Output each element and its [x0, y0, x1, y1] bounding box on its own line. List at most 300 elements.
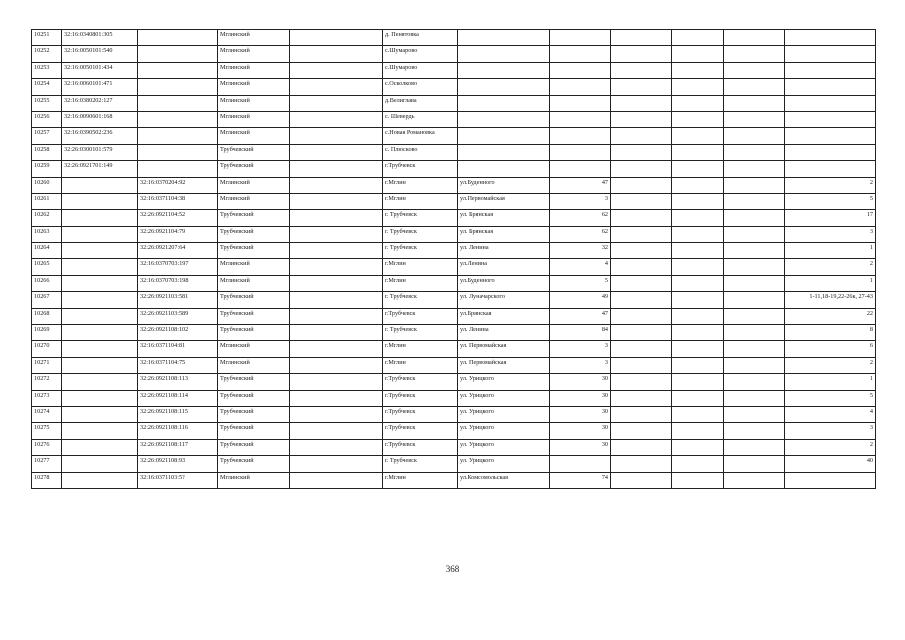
locality-cell: с.Осколково [383, 79, 458, 95]
locality-cell: г.Трубчевск [383, 423, 458, 439]
row-number-cell: 10277 [32, 456, 62, 472]
letter-cell [724, 193, 785, 209]
table-row [32, 406, 876, 422]
letter-cell [724, 62, 785, 78]
house-number-cell: 30 [550, 406, 611, 422]
building-number-cell [611, 423, 672, 439]
settlement-type-cell [290, 341, 383, 357]
locality-cell: г.Мглин [383, 341, 458, 357]
house-number-cell: 49 [550, 292, 611, 308]
locality-cell: д.Велиглава [383, 95, 458, 111]
block-cell [672, 406, 724, 422]
cadastral-number-building-cell [138, 30, 218, 46]
letter-cell [724, 374, 785, 390]
block-cell [672, 325, 724, 341]
cadastral-number-land-cell: 32:16:0060101:471 [62, 79, 138, 95]
block-cell [672, 161, 724, 177]
cadastral-number-land-cell: 32:16:0340801:305 [62, 30, 138, 46]
settlement-type-cell [290, 275, 383, 291]
district-cell: Мглинский [218, 357, 290, 373]
district-cell: Мглинский [218, 259, 290, 275]
district-cell: Мглинский [218, 341, 290, 357]
house-number-cell: 3 [550, 341, 611, 357]
table-row [32, 423, 876, 439]
row-number-cell: 10267 [32, 292, 62, 308]
house-number-cell [550, 79, 611, 95]
settlement-type-cell [290, 357, 383, 373]
row-number-cell: 10258 [32, 144, 62, 160]
district-cell: Мглинский [218, 46, 290, 62]
table-row [32, 243, 876, 259]
house-number-cell [550, 161, 611, 177]
row-number-cell: 10265 [32, 259, 62, 275]
block-cell [672, 357, 724, 373]
house-number-cell: 84 [550, 325, 611, 341]
building-number-cell [611, 210, 672, 226]
district-cell: Трубчевский [218, 325, 290, 341]
locality-cell: г.Мглин [383, 259, 458, 275]
district-cell: Трубчевский [218, 374, 290, 390]
cadastral-number-building-cell [138, 79, 218, 95]
district-cell: Трубчевский [218, 308, 290, 324]
locality-cell: с.Шумарово [383, 46, 458, 62]
locality-cell: с. Плюсково [383, 144, 458, 160]
cadastral-number-building-cell [138, 46, 218, 62]
registry-table-body [32, 30, 876, 489]
building-number-cell [611, 62, 672, 78]
cadastral-number-building-cell: 32:26:0921108:102 [138, 325, 218, 341]
district-cell: Трубчевский [218, 144, 290, 160]
row-number-cell: 10257 [32, 128, 62, 144]
district-cell: Трубчевский [218, 210, 290, 226]
street-cell: ул. Первомайская [458, 357, 550, 373]
locality-cell: г.Трубчевск [383, 374, 458, 390]
settlement-type-cell [290, 226, 383, 242]
house-number-cell: 5 [550, 275, 611, 291]
cadastral-number-land-cell: 32:16:0380202:127 [62, 95, 138, 111]
table-row [32, 374, 876, 390]
apartment-cell: 1 [785, 275, 876, 291]
cadastral-number-land-cell [62, 292, 138, 308]
settlement-type-cell [290, 243, 383, 259]
cadastral-number-land-cell [62, 357, 138, 373]
letter-cell [724, 325, 785, 341]
cadastral-number-land-cell: 32:26:0300101:579 [62, 144, 138, 160]
street-cell: ул.Буденного [458, 275, 550, 291]
table-row [32, 325, 876, 341]
building-number-cell [611, 79, 672, 95]
table-row [32, 226, 876, 242]
cadastral-number-building-cell [138, 111, 218, 127]
district-cell: Трубчевский [218, 439, 290, 455]
apartment-cell [785, 62, 876, 78]
block-cell [672, 226, 724, 242]
row-number-cell: 10256 [32, 111, 62, 127]
row-number-cell: 10278 [32, 472, 62, 488]
table-row [32, 161, 876, 177]
table-row [32, 79, 876, 95]
district-cell: Мглинский [218, 177, 290, 193]
letter-cell [724, 243, 785, 259]
district-cell: Трубчевский [218, 243, 290, 259]
house-number-cell: 4 [550, 259, 611, 275]
block-cell [672, 423, 724, 439]
locality-cell: г.Мглин [383, 177, 458, 193]
settlement-type-cell [290, 325, 383, 341]
row-number-cell: 10276 [32, 439, 62, 455]
district-cell: Мглинский [218, 472, 290, 488]
street-cell: ул.Буденного [458, 177, 550, 193]
apartment-cell: 4 [785, 406, 876, 422]
cadastral-number-land-cell: 32:16:0090601:168 [62, 111, 138, 127]
district-cell: Мглинский [218, 111, 290, 127]
district-cell: Мглинский [218, 275, 290, 291]
settlement-type-cell [290, 210, 383, 226]
block-cell [672, 193, 724, 209]
letter-cell [724, 161, 785, 177]
settlement-type-cell [290, 144, 383, 160]
apartment-cell: 3 [785, 423, 876, 439]
table-row [32, 46, 876, 62]
locality-cell: г.Трубчевск [383, 390, 458, 406]
street-cell: ул. Первомайская [458, 341, 550, 357]
cadastral-number-land-cell: 32:16:0390502:236 [62, 128, 138, 144]
street-cell [458, 30, 550, 46]
letter-cell [724, 423, 785, 439]
district-cell: Мглинский [218, 128, 290, 144]
settlement-type-cell [290, 46, 383, 62]
cadastral-number-building-cell: 32:26:0921108:113 [138, 374, 218, 390]
settlement-type-cell [290, 439, 383, 455]
table-row [32, 30, 876, 46]
table-row [32, 193, 876, 209]
row-number-cell: 10271 [32, 357, 62, 373]
building-number-cell [611, 472, 672, 488]
apartment-cell [785, 95, 876, 111]
row-number-cell: 10272 [32, 374, 62, 390]
block-cell [672, 308, 724, 324]
street-cell: ул. Урицкого [458, 374, 550, 390]
settlement-type-cell [290, 79, 383, 95]
letter-cell [724, 439, 785, 455]
block-cell [672, 46, 724, 62]
settlement-type-cell [290, 161, 383, 177]
cadastral-number-land-cell [62, 325, 138, 341]
district-cell: Мглинский [218, 62, 290, 78]
cadastral-number-land-cell [62, 259, 138, 275]
house-number-cell [550, 62, 611, 78]
apartment-cell: 1-11,18-19,22-26к, 27-43 [785, 292, 876, 308]
street-cell: ул. Урицкого [458, 390, 550, 406]
row-number-cell: 10266 [32, 275, 62, 291]
street-cell: ул.Комсомольская [458, 472, 550, 488]
street-cell: ул.Ленина [458, 259, 550, 275]
street-cell [458, 46, 550, 62]
table-row [32, 308, 876, 324]
building-number-cell [611, 128, 672, 144]
settlement-type-cell [290, 390, 383, 406]
cadastral-number-land-cell [62, 308, 138, 324]
street-cell [458, 95, 550, 111]
street-cell: ул. Ленина [458, 325, 550, 341]
street-cell [458, 144, 550, 160]
cadastral-number-building-cell [138, 161, 218, 177]
letter-cell [724, 144, 785, 160]
cadastral-number-land-cell [62, 275, 138, 291]
building-number-cell [611, 46, 672, 62]
street-cell [458, 111, 550, 127]
apartment-cell: 1 [785, 243, 876, 259]
cadastral-number-land-cell: 32:16:0050101:540 [62, 46, 138, 62]
settlement-type-cell [290, 177, 383, 193]
district-cell: Трубчевский [218, 423, 290, 439]
page-number: 368 [445, 564, 460, 574]
settlement-type-cell [290, 292, 383, 308]
building-number-cell [611, 111, 672, 127]
locality-cell: г.Трубчевск [383, 439, 458, 455]
district-cell: Мглинский [218, 193, 290, 209]
apartment-cell [785, 46, 876, 62]
house-number-cell: 30 [550, 374, 611, 390]
table-row [32, 275, 876, 291]
settlement-type-cell [290, 423, 383, 439]
letter-cell [724, 406, 785, 422]
row-number-cell: 10264 [32, 243, 62, 259]
block-cell [672, 111, 724, 127]
locality-cell: г.Трубчевск [383, 308, 458, 324]
apartment-cell: 2 [785, 439, 876, 455]
house-number-cell [550, 95, 611, 111]
building-number-cell [611, 95, 672, 111]
cadastral-number-land-cell [62, 374, 138, 390]
settlement-type-cell [290, 95, 383, 111]
block-cell [672, 144, 724, 160]
locality-cell: г. Трубчевск [383, 226, 458, 242]
building-number-cell [611, 226, 672, 242]
row-number-cell: 10274 [32, 406, 62, 422]
locality-cell: г. Трубчевск [383, 243, 458, 259]
locality-cell: с.Новая Романовка [383, 128, 458, 144]
building-number-cell [611, 243, 672, 259]
district-cell: Трубчевский [218, 292, 290, 308]
cadastral-number-building-cell: 32:16:0370204:92 [138, 177, 218, 193]
house-number-cell [550, 128, 611, 144]
row-number-cell: 10263 [32, 226, 62, 242]
locality-cell: г. Трубчевск [383, 292, 458, 308]
cadastral-number-land-cell [62, 456, 138, 472]
cadastral-number-building-cell: 32:26:0921103:581 [138, 292, 218, 308]
street-cell: ул. Урицкого [458, 439, 550, 455]
street-cell: ул. Луначарского [458, 292, 550, 308]
house-number-cell: 47 [550, 308, 611, 324]
district-cell: Трубчевский [218, 456, 290, 472]
table-row [32, 357, 876, 373]
cadastral-number-land-cell [62, 193, 138, 209]
cadastral-number-building-cell: 32:16:0371104:81 [138, 341, 218, 357]
table-row [32, 177, 876, 193]
locality-cell: г.Мглин [383, 275, 458, 291]
street-cell: ул. Брянская [458, 210, 550, 226]
apartment-cell: 5 [785, 193, 876, 209]
locality-cell: д. Пенятовка [383, 30, 458, 46]
settlement-type-cell [290, 111, 383, 127]
apartment-cell: 17 [785, 210, 876, 226]
letter-cell [724, 292, 785, 308]
building-number-cell [611, 390, 672, 406]
district-cell: Мглинский [218, 30, 290, 46]
cadastral-number-land-cell [62, 210, 138, 226]
apartment-cell: 5 [785, 390, 876, 406]
table-row [32, 128, 876, 144]
settlement-type-cell [290, 406, 383, 422]
letter-cell [724, 308, 785, 324]
street-cell [458, 79, 550, 95]
locality-cell: г. Трубчевск [383, 456, 458, 472]
table-row [32, 472, 876, 488]
block-cell [672, 79, 724, 95]
cadastral-number-building-cell: 32:26:0921108:93 [138, 456, 218, 472]
letter-cell [724, 456, 785, 472]
table-row [32, 390, 876, 406]
building-number-cell [611, 439, 672, 455]
cadastral-number-building-cell: 32:16:0371104:75 [138, 357, 218, 373]
house-number-cell [550, 111, 611, 127]
house-number-cell: 30 [550, 439, 611, 455]
cadastral-number-land-cell [62, 390, 138, 406]
locality-cell: г.Мглин [383, 357, 458, 373]
apartment-cell [785, 30, 876, 46]
locality-cell: с.Шумарово [383, 62, 458, 78]
cadastral-number-building-cell: 32:26:0921104:52 [138, 210, 218, 226]
letter-cell [724, 30, 785, 46]
street-cell [458, 128, 550, 144]
house-number-cell: 30 [550, 390, 611, 406]
cadastral-number-building-cell: 32:16:0371103:5? [138, 472, 218, 488]
row-number-cell: 10268 [32, 308, 62, 324]
district-cell: Трубчевский [218, 406, 290, 422]
letter-cell [724, 226, 785, 242]
street-cell: ул. Брянская [458, 226, 550, 242]
street-cell [458, 62, 550, 78]
table-row [32, 259, 876, 275]
building-number-cell [611, 30, 672, 46]
building-number-cell [611, 308, 672, 324]
block-cell [672, 390, 724, 406]
house-number-cell [550, 144, 611, 160]
cadastral-number-land-cell [62, 406, 138, 422]
house-number-cell: 32 [550, 243, 611, 259]
block-cell [672, 210, 724, 226]
apartment-cell [785, 472, 876, 488]
cadastral-number-building-cell [138, 128, 218, 144]
table-row [32, 439, 876, 455]
cadastral-number-building-cell [138, 62, 218, 78]
block-cell [672, 374, 724, 390]
settlement-type-cell [290, 62, 383, 78]
block-cell [672, 128, 724, 144]
letter-cell [724, 177, 785, 193]
cadastral-number-land-cell [62, 439, 138, 455]
table-row [32, 456, 876, 472]
apartment-cell: 40 [785, 456, 876, 472]
cadastral-number-building-cell: 32:16:0370703:198 [138, 275, 218, 291]
settlement-type-cell [290, 308, 383, 324]
cadastral-number-building-cell: 32:26:0921108:115 [138, 406, 218, 422]
block-cell [672, 472, 724, 488]
locality-cell: г.Трубчевск [383, 161, 458, 177]
block-cell [672, 259, 724, 275]
street-cell: ул. Ленина [458, 243, 550, 259]
row-number-cell: 10262 [32, 210, 62, 226]
apartment-cell: 8 [785, 325, 876, 341]
house-number-cell: 74 [550, 472, 611, 488]
cadastral-number-building-cell: 32:26:0921104:79 [138, 226, 218, 242]
street-cell: ул.Брянская [458, 308, 550, 324]
row-number-cell: 10253 [32, 62, 62, 78]
cadastral-number-building-cell: 32:26:0921207:64 [138, 243, 218, 259]
table-row [32, 95, 876, 111]
apartment-cell: 2 [785, 177, 876, 193]
apartment-cell [785, 111, 876, 127]
building-number-cell [611, 406, 672, 422]
letter-cell [724, 275, 785, 291]
building-number-cell [611, 325, 672, 341]
apartment-cell [785, 128, 876, 144]
cadastral-number-building-cell: 32:26:0921108:116 [138, 423, 218, 439]
building-number-cell [611, 275, 672, 291]
table-row [32, 62, 876, 78]
building-number-cell [611, 357, 672, 373]
letter-cell [724, 259, 785, 275]
house-number-cell [550, 456, 611, 472]
street-cell: ул. Урицкого [458, 423, 550, 439]
table-row [32, 292, 876, 308]
row-number-cell: 10275 [32, 423, 62, 439]
block-cell [672, 292, 724, 308]
row-number-cell: 10252 [32, 46, 62, 62]
district-cell: Трубчевский [218, 226, 290, 242]
house-number-cell: 62 [550, 210, 611, 226]
house-number-cell: 47 [550, 177, 611, 193]
building-number-cell [611, 341, 672, 357]
house-number-cell: 30 [550, 423, 611, 439]
settlement-type-cell [290, 374, 383, 390]
settlement-type-cell [290, 193, 383, 209]
cadastral-number-land-cell [62, 472, 138, 488]
cadastral-number-land-cell [62, 226, 138, 242]
house-number-cell [550, 46, 611, 62]
block-cell [672, 275, 724, 291]
block-cell [672, 243, 724, 259]
apartment-cell: 1 [785, 374, 876, 390]
cadastral-number-building-cell: 32:26:0921103:589 [138, 308, 218, 324]
house-number-cell [550, 30, 611, 46]
cadastral-number-land-cell [62, 177, 138, 193]
letter-cell [724, 357, 785, 373]
district-cell: Трубчевский [218, 161, 290, 177]
row-number-cell: 10259 [32, 161, 62, 177]
row-number-cell: 10251 [32, 30, 62, 46]
block-cell [672, 62, 724, 78]
block-cell [672, 456, 724, 472]
street-cell: ул. Урицкого [458, 406, 550, 422]
letter-cell [724, 95, 785, 111]
locality-cell: г. Трубчевск [383, 325, 458, 341]
settlement-type-cell [290, 259, 383, 275]
street-cell: ул.Первомайская [458, 193, 550, 209]
apartment-cell: 2 [785, 357, 876, 373]
street-cell: ул. Урицкого [458, 456, 550, 472]
